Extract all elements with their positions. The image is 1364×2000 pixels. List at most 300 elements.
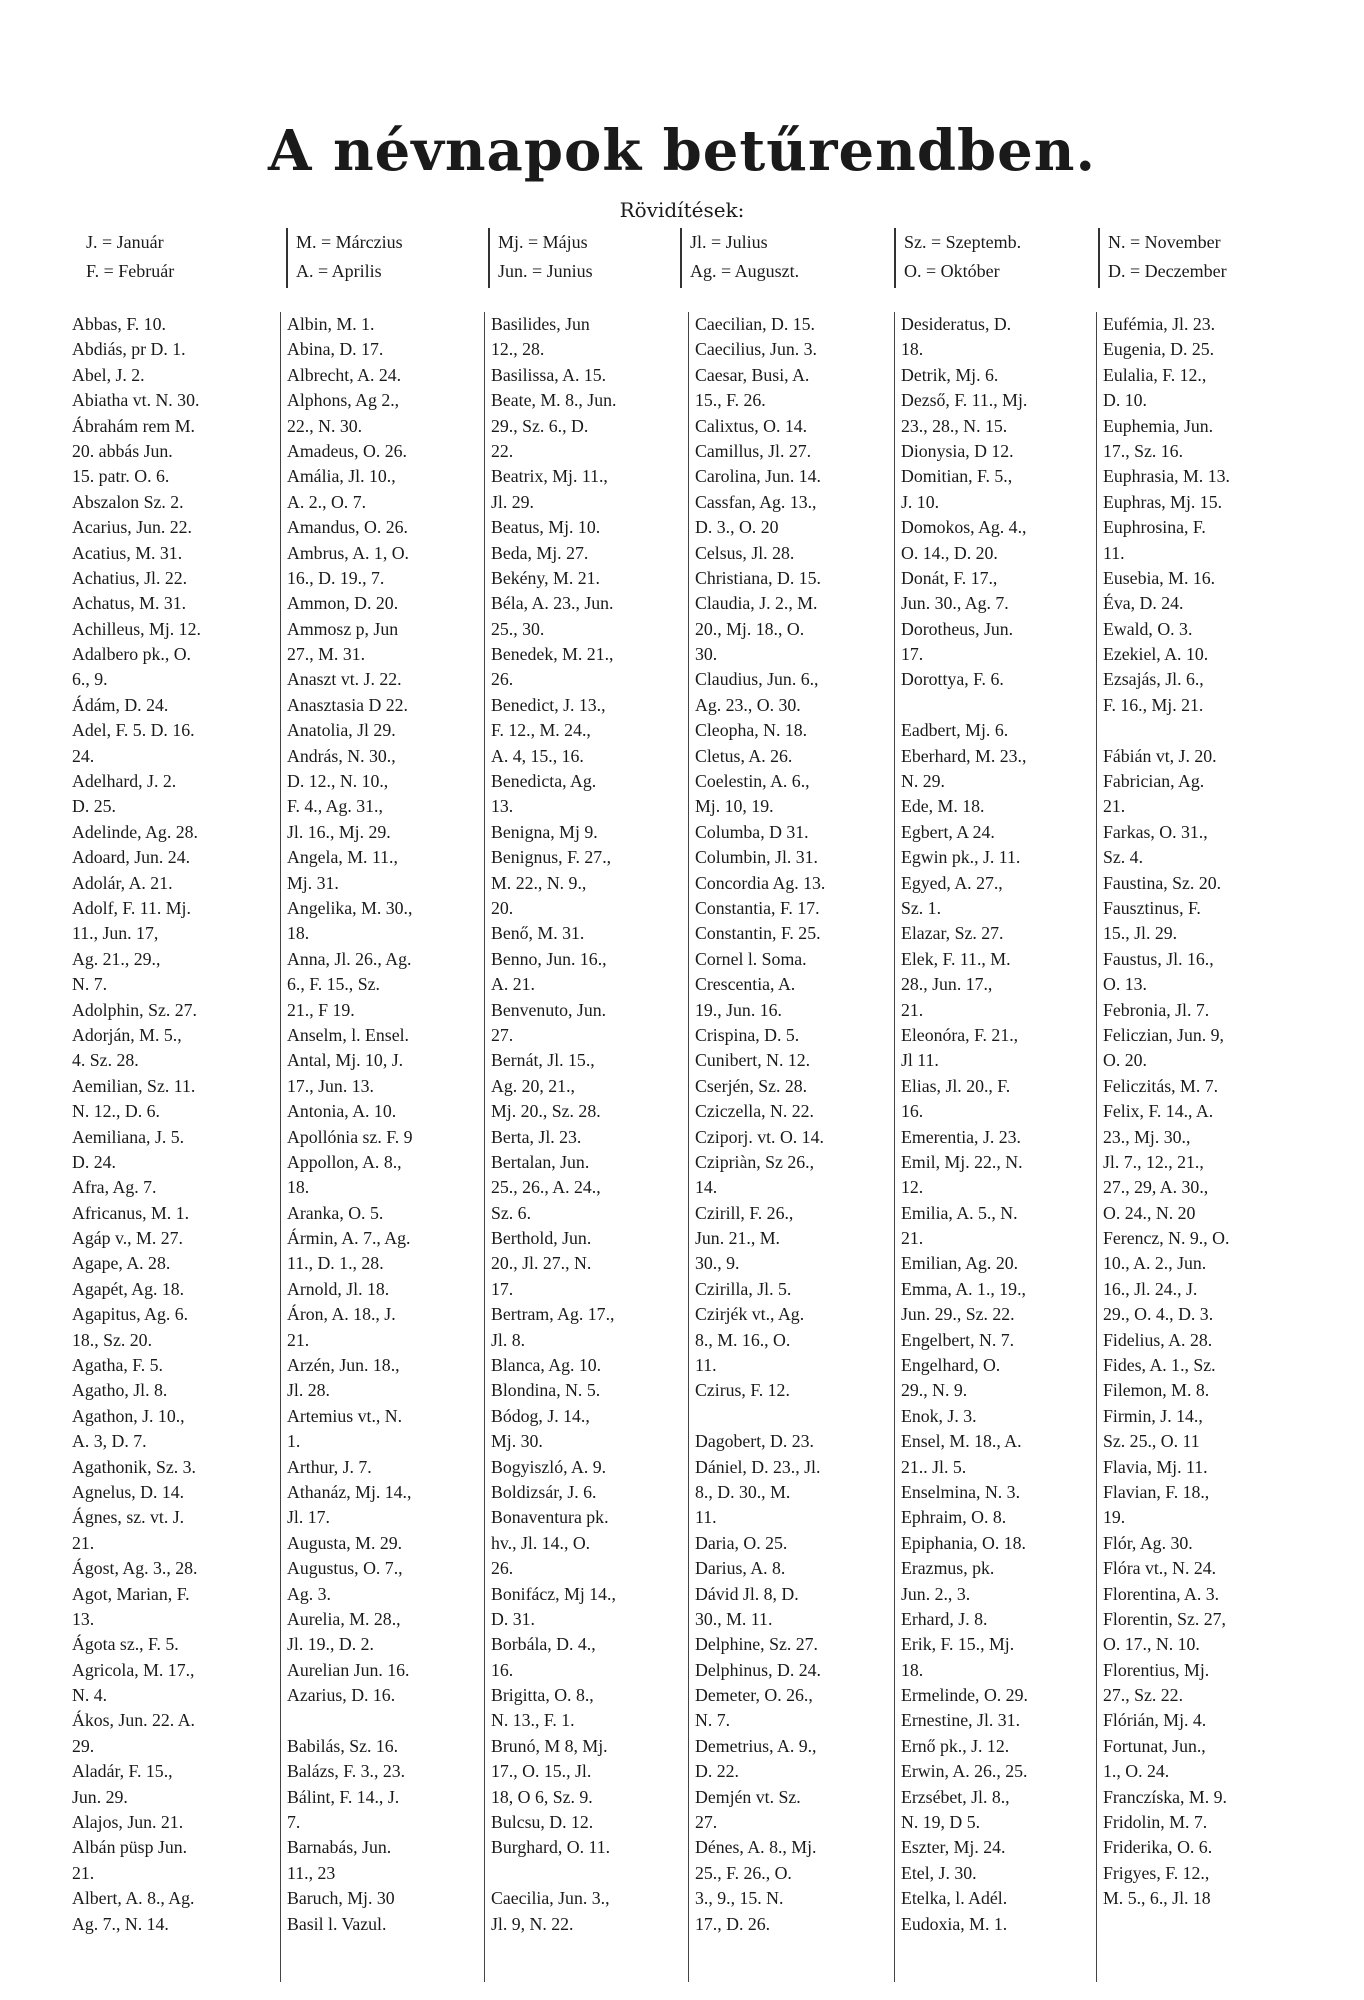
name-entry-line: Brunó, M 8, Mj. — [491, 1735, 608, 1756]
name-entry-line: Agathon, J. 10., — [72, 1405, 185, 1426]
name-entry-line: 1. — [287, 1431, 301, 1452]
name-entry-line: Abbas, F. 10. — [72, 314, 166, 334]
name-entry-line: Czirilla, Jl. 5. — [695, 1278, 792, 1299]
name-entry-line: 16. — [491, 1659, 514, 1680]
name-entry-line: Ammosz p, Jun — [287, 618, 399, 639]
name-entry-line: Éva, D. 24. — [1103, 593, 1184, 614]
name-entry-line: Engelhard, O. — [901, 1355, 1001, 1376]
name-entry-line: Ezsajás, Jl. 6., — [1103, 669, 1204, 690]
name-entry-line: Dániel, D. 23., Jl. — [695, 1456, 821, 1477]
name-entry-line: Antal, Mj. 10, J. — [287, 1050, 404, 1071]
name-entry-line: Jl. 9, N. 22. — [491, 1913, 574, 1934]
name-entry-line: 6., 9. — [72, 669, 108, 690]
name-entry-line: Albert, A. 8., Ag. — [72, 1888, 195, 1909]
name-entry-line: Agáp v., M. 27. — [72, 1228, 183, 1249]
name-entry-line: Aurelia, M. 28., — [287, 1608, 401, 1629]
name-entry-line: Beatrix, Mj. 11., — [491, 466, 608, 487]
name-entry-line: Febronia, Jl. 7. — [1103, 999, 1210, 1020]
name-entry-line: Ag. 20, 21., — [491, 1075, 575, 1096]
name-entry-line: Bogyiszló, A. 9. — [491, 1456, 607, 1477]
name-entry-line: Beatus, Mj. 10. — [491, 517, 601, 538]
name-entry-line: 17. — [901, 644, 924, 665]
name-entry-line: Adelhard, J. 2. — [72, 771, 177, 792]
name-entry-line: 27. — [491, 1024, 514, 1045]
name-entry-line: 11. — [1103, 542, 1125, 563]
name-entry-line: Benedicta, Ag. — [491, 771, 597, 792]
name-entry-line: Eberhard, M. 23., — [901, 745, 1027, 766]
name-entry-line: Ewald, O. 3. — [1103, 618, 1193, 639]
name-entry-line: Camillus, Jl. 27. — [695, 440, 812, 461]
name-entry-line: 22. — [491, 440, 514, 461]
name-entry-line: 18. — [901, 339, 924, 360]
name-entry-line: Firmin, J. 14., — [1103, 1405, 1203, 1426]
name-entry-line: 16., D. 19., 7. — [287, 567, 385, 588]
name-entry-line: Bonaventura pk. — [491, 1507, 609, 1528]
name-entry-line: 26. — [491, 1558, 514, 1579]
name-entry-line: 21., F 19. — [287, 999, 355, 1020]
name-entry-line: A. 21. — [491, 974, 535, 995]
name-entry-line: Czirjék vt., Ag. — [695, 1304, 805, 1325]
name-entry-line: Desideratus, D. — [901, 314, 1012, 334]
name-entry-line: Anatolia, Jl 29. — [287, 720, 396, 741]
name-entry-line: Amadeus, O. 26. — [287, 440, 408, 461]
name-entry-line: M. 5., 6., Jl. 18 — [1103, 1888, 1211, 1909]
name-entry-line: D. 25. — [72, 796, 116, 817]
name-entry-line: 11. — [695, 1507, 717, 1528]
legend-entry: D. = Deczember — [1108, 261, 1227, 281]
name-entry-line: Apollónia sz. F. 9 — [287, 1126, 413, 1147]
name-entry-line: Columba, D 31. — [695, 821, 809, 842]
name-entry-line: 6., F. 15., Sz. — [287, 974, 380, 995]
name-entry-line: Abina, D. 17. — [287, 339, 384, 360]
name-entry-line: Adolf, F. 11. Mj. — [72, 897, 191, 918]
name-entry-line: Faustus, Jl. 16., — [1103, 948, 1214, 969]
name-entry-line: Angelika, M. 30., — [287, 897, 413, 918]
name-entry-line: Darius, A. 8. — [695, 1558, 786, 1579]
name-entry-line: N. 12., D. 6. — [72, 1101, 160, 1122]
name-entry-line: Béla, A. 23., Jun. — [491, 593, 614, 614]
name-entry-line: Sz. 1. — [901, 897, 942, 918]
name-entry-line: O. 20. — [1103, 1050, 1147, 1071]
name-entry-line: A. 2., O. 7. — [287, 491, 367, 512]
name-entry-line: Flórián, Mj. 4. — [1103, 1710, 1207, 1731]
name-entry-line: 23., Mj. 30., — [1103, 1126, 1191, 1147]
name-entry-line: Athanáz, Mj. 14., — [287, 1481, 412, 1502]
name-entry-line: Augusta, M. 29. — [287, 1532, 403, 1553]
name-entry-line: Ernestine, Jl. 31. — [901, 1710, 1021, 1731]
name-entry-line: Eudoxia, M. 1. — [901, 1913, 1008, 1934]
name-entry-line: Cziporj. vt. O. 14. — [695, 1126, 824, 1147]
name-entry-line: Elias, Jl. 20., F. — [901, 1075, 1011, 1096]
name-entry-line: Jun. 2., 3. — [901, 1583, 971, 1604]
name-entry-line: Abel, J. 2. — [72, 364, 145, 385]
name-entry-line: Czipriàn, Sz 26., — [695, 1151, 815, 1172]
name-entry-line: Emilian, Ag. 20. — [901, 1253, 1019, 1274]
name-entry-line: Bonifácz, Mj 14., — [491, 1583, 616, 1604]
name-entry-line: Blanca, Ag. 10. — [491, 1355, 602, 1376]
name-entry-line: 17., Sz. 16. — [1103, 440, 1184, 461]
name-entry-line: N. 13., F. 1. — [491, 1710, 575, 1731]
name-entry-line: A. 3, D. 7. — [72, 1431, 147, 1452]
name-entry-line: 29., O. 4., D. 3. — [1103, 1304, 1214, 1325]
name-entry-line: Epiphania, O. 18. — [901, 1532, 1026, 1553]
legend-entry: O. = Október — [904, 261, 1000, 281]
name-entry-line: 8., M. 16., O. — [695, 1329, 791, 1350]
name-entry-line: Amália, Jl. 10., — [287, 466, 396, 487]
name-entry-line: 30. — [695, 644, 718, 665]
name-entry-line: Berthold, Jun. — [491, 1228, 592, 1249]
name-entry-line: Friderika, O. 6. — [1103, 1837, 1213, 1858]
names-column-5 — [894, 312, 1095, 1982]
name-entry-line: Florentina, A. 3. — [1103, 1583, 1220, 1604]
name-entry-line: Delphine, Sz. 27. — [695, 1634, 818, 1655]
name-entry-line: Ag. 21., 29., — [72, 948, 161, 969]
legend-entry: A. = Aprilis — [296, 261, 382, 281]
name-entry-line: Emil, Mj. 22., N. — [901, 1151, 1023, 1172]
name-entry-line: Ferencz, N. 9., O. — [1103, 1228, 1230, 1249]
name-entry-line: Carolina, Jun. 14. — [695, 466, 821, 487]
name-entry-line: Arzén, Jun. 18., — [287, 1355, 400, 1376]
name-entry-line: 17., D. 26. — [695, 1913, 771, 1934]
name-entry-line: Jl. 17. — [287, 1507, 330, 1528]
name-entry-line: Egbert, A 24. — [901, 821, 995, 842]
name-entry-line: Cassfan, Ag. 13., — [695, 491, 817, 512]
name-entry-line: 15. patr. O. 6. — [72, 466, 170, 487]
name-entry-line: 12. — [901, 1177, 924, 1198]
name-entry-line: Abiatha vt. N. 30. — [72, 390, 200, 411]
name-entry-line: hv., Jl. 14., O. — [491, 1532, 591, 1553]
name-entry-line: Fridolin, M. 7. — [1103, 1812, 1208, 1833]
name-entry-line: 27., M. 31. — [287, 644, 366, 665]
name-entry-line: O. 17., N. 10. — [1103, 1634, 1200, 1655]
name-entry-line: 15., F. 26. — [695, 390, 766, 411]
name-entry-line: Agot, Marian, F. — [72, 1583, 190, 1604]
name-entry-line: Bálint, F. 14., J. — [287, 1786, 400, 1807]
name-entry-line: Alajos, Jun. 21. — [72, 1812, 184, 1833]
name-entry-line: 29., Sz. 6., D. — [491, 415, 589, 436]
name-entry-line: Bekény, M. 21. — [491, 567, 600, 588]
legend-col-4 — [680, 228, 799, 288]
name-entry-line: 30., M. 11. — [695, 1608, 773, 1629]
name-entry-line: Artemius vt., N. — [287, 1405, 403, 1426]
name-entry-line: 25., F. 26., O. — [695, 1862, 792, 1883]
name-entry-line: Enselmina, N. 3. — [901, 1481, 1021, 1502]
name-entry-line: Emma, A. 1., 19., — [901, 1278, 1026, 1299]
name-entry-line: Albrecht, A. 24. — [287, 364, 402, 385]
name-entry-line: Cornel l. Soma. — [695, 948, 807, 969]
name-entry-line: Filemon, M. 8. — [1103, 1380, 1210, 1401]
name-entry-line: Jun. 29., Sz. 22. — [901, 1304, 1015, 1325]
name-entry-line — [901, 693, 1095, 718]
name-entry-line: D. 24. — [72, 1151, 116, 1172]
name-entry-line: Franczíska, M. 9. — [1103, 1786, 1227, 1807]
name-entry-line: N. 7. — [72, 974, 108, 995]
name-entry-line: Achilleus, Mj. 12. — [72, 618, 201, 639]
name-entry-line: Ernő pk., J. 12. — [901, 1735, 1010, 1756]
name-entry-line — [287, 1708, 481, 1733]
name-entry-line: Eufémia, Jl. 23. — [1103, 314, 1216, 334]
name-entry-line: O. 24., N. 20 — [1103, 1202, 1196, 1223]
name-entry-line: Jun. 30., Ag. 7. — [901, 593, 1009, 614]
legend-entry: N. = November — [1108, 232, 1221, 252]
name-entry-line: Jl. 16., Mj. 29. — [287, 821, 391, 842]
name-entry-line: Berta, Jl. 23. — [491, 1126, 582, 1147]
name-entry-line: 19. — [1103, 1507, 1126, 1528]
name-entry-line: Benigna, Mj 9. — [491, 821, 598, 842]
name-entry-line: Jl 11. — [901, 1050, 939, 1071]
name-entry-line: Adalbero pk., O. — [72, 644, 192, 665]
name-entry-line: 13. — [491, 796, 514, 817]
name-entry-line: 21. — [72, 1862, 95, 1883]
name-entry-line: Acatius, M. 31. — [72, 542, 183, 563]
name-entry-line: Bertram, Ag. 17., — [491, 1304, 615, 1325]
name-entry-line: Florentin, Sz. 27, — [1103, 1608, 1226, 1629]
name-entry-line: Dávid Jl. 8, D. — [695, 1583, 799, 1604]
name-entry-line: Aladár, F. 15., — [72, 1761, 173, 1782]
legend-entry: J. = Január — [86, 232, 164, 252]
name-entry-line: Erhard, J. 8. — [901, 1608, 988, 1629]
name-entry-line: Agapitus, Ag. 6. — [72, 1304, 189, 1325]
name-entry-line: 12., 28. — [491, 339, 545, 360]
name-entry-line: Flavian, F. 18., — [1103, 1481, 1210, 1502]
name-entry-line: Feliczitás, M. 7. — [1103, 1075, 1219, 1096]
name-entry-line: Bertalan, Jun. — [491, 1151, 590, 1172]
name-entry-line: Mj. 20., Sz. 28. — [491, 1101, 601, 1122]
name-entry-line: Mj. 30. — [491, 1431, 543, 1452]
name-entry-line: 16., Jl. 24., J. — [1103, 1278, 1198, 1299]
name-entry-line: D. 3., O. 20 — [695, 517, 779, 538]
name-entry-line: Adorján, M. 5., — [72, 1024, 182, 1045]
name-entry-line: Afra, Ag. 7. — [72, 1177, 157, 1198]
name-entry-line: Bernát, Jl. 15., — [491, 1050, 595, 1071]
names-column-1 — [72, 312, 268, 1982]
name-entry-line: 23., 28., N. 15. — [901, 415, 1008, 436]
name-entry-line: Ágost, Ag. 3., 28. — [72, 1558, 198, 1579]
name-entry-line: Engelbert, N. 7. — [901, 1329, 1015, 1350]
name-entry-line: Benedict, J. 13., — [491, 694, 606, 715]
name-entry-line: Coelestin, A. 6., — [695, 771, 810, 792]
name-entry-line: Erzsébet, Jl. 8., — [901, 1786, 1010, 1807]
name-entry-line: Angela, M. 11., — [287, 847, 398, 868]
name-entry-line: Arnold, Jl. 18. — [287, 1278, 390, 1299]
name-entry-line: Jl. 7., 12., 21., — [1103, 1151, 1204, 1172]
name-entry-line: Benedek, M. 21., — [491, 644, 614, 665]
name-entry-line: Constantia, F. 17. — [695, 897, 820, 918]
name-entry-line: D. 10. — [1103, 390, 1147, 411]
name-entry-line: 11., 23 — [287, 1862, 336, 1883]
name-entry-line: Mj. 31. — [287, 872, 339, 893]
name-entry-line: Adolár, A. 21. — [72, 872, 173, 893]
name-entry-line: Jl. 28. — [287, 1380, 330, 1401]
name-entry-line: Caecilia, Jun. 3., — [491, 1888, 610, 1909]
name-entry-line: Felix, F. 14., A. — [1103, 1101, 1214, 1122]
name-entry-line: Cziczella, N. 22. — [695, 1101, 814, 1122]
name-entry-line: 10., A. 2., Jun. — [1103, 1253, 1207, 1274]
name-entry-line: Ede, M. 18. — [901, 796, 985, 817]
name-entry-line: 26. — [491, 669, 514, 690]
name-entry-line: András, N. 30., — [287, 745, 396, 766]
name-entry-line: Barnabás, Jun. — [287, 1837, 392, 1858]
name-entry-line: Caecilius, Jun. 3. — [695, 339, 817, 360]
name-entry-line: Cletus, A. 26. — [695, 745, 793, 766]
name-entry-line: Erwin, A. 26., 25. — [901, 1761, 1028, 1782]
name-entry-line: Cunibert, N. 12. — [695, 1050, 811, 1071]
name-entry-line: Florentius, Mj. — [1103, 1659, 1210, 1680]
name-entry-line: Euphrosina, F. — [1103, 517, 1206, 538]
name-entry-line: 24. — [72, 745, 95, 766]
legend-entry: Jun. = Junius — [498, 261, 593, 281]
name-entry-line: 4. Sz. 28. — [72, 1050, 139, 1071]
name-entry-line: Borbála, D. 4., — [491, 1634, 596, 1655]
name-entry-line: D. 31. — [491, 1608, 535, 1629]
name-entry-line: Daria, O. 25. — [695, 1532, 788, 1553]
name-entry-line: 19., Jun. 16. — [695, 999, 782, 1020]
name-entry-line: Benignus, F. 27., — [491, 847, 612, 868]
name-entry-line: Erazmus, pk. — [901, 1558, 995, 1579]
name-entry-line: Mj. 10, 19. — [695, 796, 774, 817]
name-entry-line: Flór, Ag. 30. — [1103, 1532, 1193, 1553]
name-entry-line: Claudia, J. 2., M. — [695, 593, 818, 614]
name-entry-line: N. 29. — [901, 771, 945, 792]
name-entry-line: 30., 9. — [695, 1253, 740, 1274]
name-entry-line: Etelka, l. Adél. — [901, 1888, 1008, 1909]
legend-col-2 — [286, 228, 403, 288]
name-entry-line: 27., Sz. 22. — [1103, 1685, 1184, 1706]
legend-entry: Mj. = Május — [498, 232, 588, 252]
name-entry-line — [1103, 718, 1303, 743]
name-entry-line: Ermelinde, O. 29. — [901, 1685, 1028, 1706]
name-entry-line: Demjén vt. Sz. — [695, 1786, 801, 1807]
name-entry-line: Jl. 19., D. 2. — [287, 1634, 374, 1655]
name-entry-line: 11. — [695, 1355, 717, 1376]
name-entry-line: Ambrus, A. 1, O. — [287, 542, 410, 563]
name-entry-line: Jun. 21., M. — [695, 1228, 780, 1249]
name-entry-line: Agatha, F. 5. — [72, 1355, 163, 1376]
name-entry-line: D. 22. — [695, 1761, 739, 1782]
name-entry-line: Fides, A. 1., Sz. — [1103, 1355, 1216, 1376]
name-entry-line: Basilissa, A. 15. — [491, 364, 607, 385]
name-entry-line: 17., O. 15., Jl. — [491, 1761, 592, 1782]
name-entry-line: 17. — [491, 1278, 514, 1299]
name-entry-line: Anna, Jl. 26., Ag. — [287, 948, 412, 969]
name-entry-line: 15., Jl. 29. — [1103, 923, 1178, 944]
name-entry-line: Ag. 3. — [287, 1583, 331, 1604]
name-entry-line: Frigyes, F. 12., — [1103, 1862, 1210, 1883]
name-entry-line: 21. — [901, 999, 924, 1020]
name-entry-line: Demeter, O. 26., — [695, 1685, 813, 1706]
page-title: A névnapok betűrendben. — [268, 118, 1096, 184]
name-entry-line: 27., 29, A. 30., — [1103, 1177, 1209, 1198]
name-entry-line: Elek, F. 11., M. — [901, 948, 1011, 969]
name-entry-line: Jl. 8. — [491, 1329, 526, 1350]
name-entry-line: 29., N. 9. — [901, 1380, 968, 1401]
name-entry-line: Aemilian, Sz. 11. — [72, 1075, 196, 1096]
name-entry-line: Ephraim, O. 8. — [901, 1507, 1007, 1528]
name-entry-line: Babilás, Sz. 16. — [287, 1735, 399, 1756]
name-entry-line: Brigitta, O. 8., — [491, 1685, 594, 1706]
name-entry-line: Ágnes, sz. vt. J. — [72, 1507, 185, 1528]
name-entry-line: Bódog, J. 14., — [491, 1405, 590, 1426]
name-entry-line: Flavia, Mj. 11. — [1103, 1456, 1208, 1477]
name-entry-line: Cserjén, Sz. 28. — [695, 1075, 808, 1096]
name-entry-line: Agape, A. 28. — [72, 1253, 171, 1274]
name-entry-line: 11., D. 1., 28. — [287, 1253, 384, 1274]
legend-col-3 — [488, 228, 593, 288]
legend-entry: F. = Február — [86, 261, 175, 281]
names-column-6 — [1096, 312, 1303, 1982]
name-entry-line: Azarius, D. 16. — [287, 1685, 396, 1706]
legend-entry: Sz. = Szeptemb. — [904, 232, 1022, 252]
name-entry-line: Balázs, F. 3., 23. — [287, 1761, 406, 1782]
name-entry-line: J. 10. — [901, 491, 940, 512]
name-entry-line: Euphras, Mj. 15. — [1103, 491, 1223, 512]
name-entry-line: Áron, A. 18., J. — [287, 1304, 396, 1325]
name-entry-line: Ammon, D. 20. — [287, 593, 399, 614]
name-entry-line: 29. — [72, 1735, 95, 1756]
name-entry-line: Basilides, Jun — [491, 314, 590, 334]
name-entry-line: Czirus, F. 12. — [695, 1380, 790, 1401]
name-entry-line: 7. — [287, 1812, 301, 1833]
name-entry-line: Constantin, F. 25. — [695, 923, 821, 944]
name-entry-line: 18. — [287, 923, 310, 944]
name-entry-line: 1., O. 24. — [1103, 1761, 1170, 1782]
name-entry-line — [695, 1404, 893, 1429]
name-entry-line: Albán püsp Jun. — [72, 1837, 188, 1858]
name-entry-line: Egwin pk., J. 11. — [901, 847, 1021, 868]
name-entry-line: Columbin, Jl. 31. — [695, 847, 819, 868]
name-entry-line: Celsus, Jl. 28. — [695, 542, 795, 563]
name-entry-line: Euphemia, Jun. — [1103, 415, 1214, 436]
name-entry-line: Donát, F. 17., — [901, 567, 998, 588]
name-entry-line: 27. — [695, 1812, 718, 1833]
name-entry-line: 21.. Jl. 5. — [901, 1456, 967, 1477]
name-entry-line: Concordia Ag. 13. — [695, 872, 826, 893]
name-entry-line: Jl. 29. — [491, 491, 534, 512]
name-entry-line: 28., Jun. 17., — [901, 974, 993, 995]
name-entry-line: Eusebia, M. 16. — [1103, 567, 1216, 588]
name-entry-line: Fabrician, Ag. — [1103, 771, 1205, 792]
name-entry-line: Etel, J. 30. — [901, 1862, 977, 1883]
name-entry-line: Feliczian, Jun. 9, — [1103, 1024, 1224, 1045]
names-column-3 — [484, 312, 687, 1982]
name-entry-line: Eszter, Mj. 24. — [901, 1837, 1006, 1858]
name-entry-line: Delphinus, D. 24. — [695, 1659, 821, 1680]
name-entry-line: F. 12., M. 24., — [491, 720, 591, 741]
name-entry-line: Bulcsu, D. 12. — [491, 1812, 594, 1833]
name-entry-line: Dorottya, F. 6. — [901, 669, 1004, 690]
name-entry-line: Euphrasia, M. 13. — [1103, 466, 1230, 487]
name-entry-line: 18. — [287, 1177, 310, 1198]
name-entry-line: Agricola, M. 17., — [72, 1659, 195, 1680]
names-column-4 — [688, 312, 893, 1982]
name-entry-line: Augustus, O. 7., — [287, 1558, 403, 1579]
name-entry-line: Emilia, A. 5., N. — [901, 1202, 1018, 1223]
name-entry-line: 11., Jun. 17, — [72, 923, 159, 944]
name-entry-line: Blondina, N. 5. — [491, 1380, 601, 1401]
name-entry-line: 14. — [695, 1177, 718, 1198]
name-entry-line: Eugenia, D. 25. — [1103, 339, 1215, 360]
name-entry-line: 20. — [491, 897, 514, 918]
name-entry-line: 21. — [901, 1228, 924, 1249]
name-entry-line: Anasztasia D 22. — [287, 694, 408, 715]
abbreviation-legend — [78, 228, 1298, 292]
name-entry-line: 18, O 6, Sz. 9. — [491, 1786, 593, 1807]
name-entry-line: Erik, F. 15., Mj. — [901, 1634, 1015, 1655]
name-entry-line: Egyed, A. 27., — [901, 872, 1003, 893]
name-entry-line: Demetrius, A. 9., — [695, 1735, 817, 1756]
legend-col-1 — [78, 228, 174, 288]
legend-entry: M. = Márczius — [296, 232, 403, 252]
